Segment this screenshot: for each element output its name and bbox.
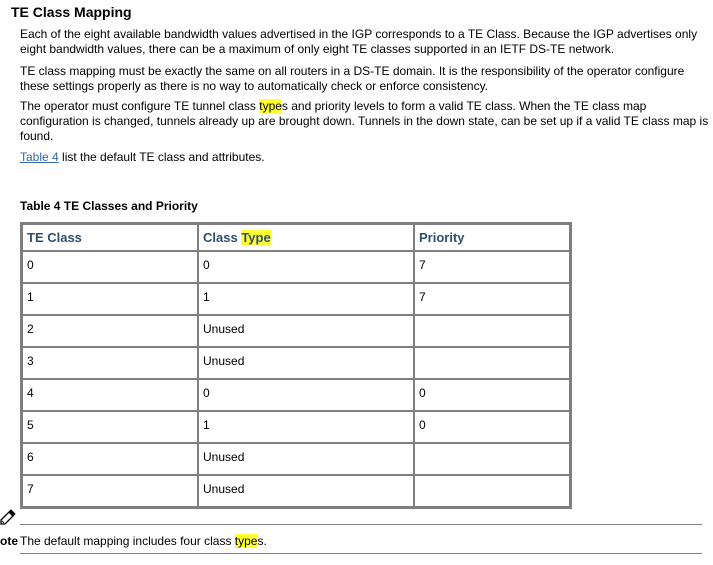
table-header-row <box>22 224 570 251</box>
paragraph-operator-text-a: The operator must configure TE tunnel class <box>20 99 260 113</box>
cell-class-type: Unused <box>198 443 414 475</box>
cell-class-type: Unused <box>198 475 414 507</box>
note-bottom-divider <box>20 553 702 554</box>
header-priority: Priority <box>414 224 570 251</box>
header-te-class: TE Class <box>22 224 198 251</box>
cell-te-class: 0 <box>22 251 198 283</box>
cell-priority: 7 <box>414 251 570 283</box>
cell-te-class: 3 <box>22 347 198 379</box>
note-text <box>20 534 267 548</box>
note-label: ote <box>0 534 18 548</box>
cell-priority <box>414 347 570 379</box>
note-top-divider <box>20 524 702 525</box>
cell-class-type: Unused <box>198 347 414 379</box>
header-search-highlight: Type <box>241 230 271 245</box>
paragraph-bandwidth: Each of the eight available bandwidth values advertised in the IGP corresponds to a TE Class. Because the IGP advertises only eight bandwidth values, there can be a maximum of only eight TE classes supported in an IETF DS-TE network. <box>20 27 698 56</box>
cell-priority <box>414 315 570 347</box>
paragraph-mapping: TE class mapping must be exactly the same on all routers in a DS-TE domain. It is the responsibility of the operator configure these settings properly as there is no way to automatically check or enforce consistency. <box>20 64 685 93</box>
cell-class-type: 1 <box>198 411 414 443</box>
table-row <box>22 283 570 315</box>
table-row <box>22 347 570 379</box>
cell-class-type: 0 <box>198 251 414 283</box>
cell-te-class: 5 <box>22 411 198 443</box>
note-text-a: The default mapping includes four class <box>20 534 235 548</box>
cell-te-class: 4 <box>22 379 198 411</box>
cell-class-type: 0 <box>198 379 414 411</box>
search-highlight: type <box>259 99 282 113</box>
cell-priority: 7 <box>414 283 570 315</box>
table-row <box>22 411 570 443</box>
note-text-b: s. <box>257 534 267 548</box>
cell-priority <box>414 443 570 475</box>
header-class-type-a: Class <box>203 230 242 245</box>
cell-class-type: 1 <box>198 283 414 315</box>
cell-te-class: 1 <box>22 283 198 315</box>
table-row <box>22 475 570 507</box>
table-row <box>22 379 570 411</box>
cell-te-class: 2 <box>22 315 198 347</box>
table-caption: Table 4 TE Classes and Priority <box>20 199 198 213</box>
pencil-note-icon <box>0 509 16 525</box>
cell-priority: 0 <box>414 379 570 411</box>
table-row <box>22 315 570 347</box>
cell-te-class: 7 <box>22 475 198 507</box>
table-row <box>22 251 570 283</box>
cell-class-type: Unused <box>198 315 414 347</box>
header-class-type <box>198 224 414 251</box>
paragraph-operator-text-b: s and priority levels to form a valid TE class. When the TE class map configuration is changed, tunnels already up are brought down. Tunnels in the down state, can be set up if a valid TE class map is found. <box>20 99 709 143</box>
table-4-link[interactable]: Table 4 <box>20 150 59 164</box>
cell-priority <box>414 475 570 507</box>
cell-priority: 0 <box>414 411 570 443</box>
paragraph-operator <box>20 99 710 144</box>
section-title: TE Class Mapping <box>11 4 132 20</box>
paragraph-table-ref <box>20 150 710 165</box>
note-search-highlight: type <box>234 534 258 548</box>
te-classes-table <box>20 222 572 509</box>
table-row <box>22 443 570 475</box>
cell-te-class: 6 <box>22 443 198 475</box>
paragraph-table-ref-text: list the default TE class and attributes. <box>58 150 265 164</box>
